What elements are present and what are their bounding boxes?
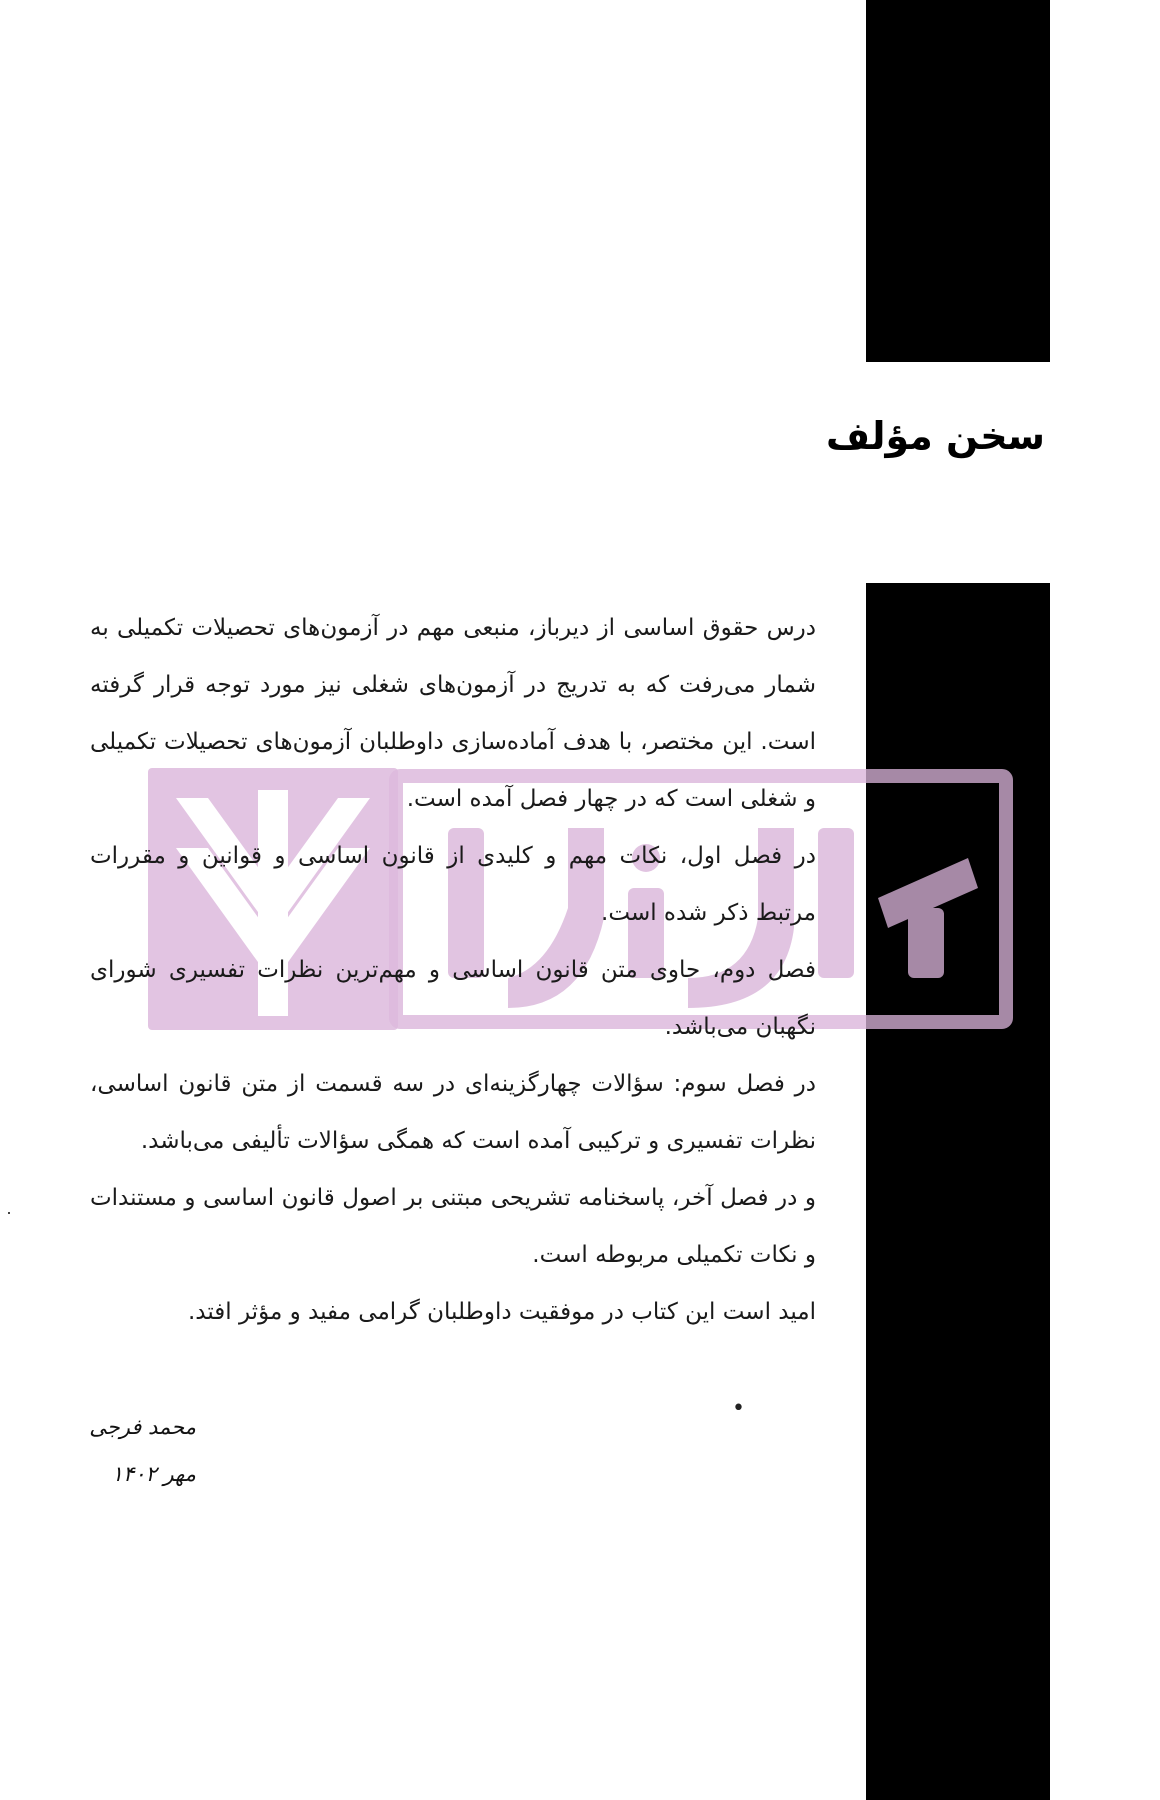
black-margin-bar-bottom <box>866 583 1050 1800</box>
paragraph-chapter-2: فصل دوم، حاوی متن قانون اساسی و مهم‌ترین نظرات تفسیری شورای نگهبان می‌باشد. <box>90 957 816 1040</box>
signature-date: مهر ۱۴۰۲ <box>111 1462 196 1486</box>
paragraph-intro: درس حقوق اساسی از دیرباز، منبعی مهم در آزمون‌های تحصیلات تکمیلی به شمار می‌رفت که به تدریج در آزمون‌های شغلی نیز مورد توجه قرار گرفته است. این مختصر، با هدف آماده‌سازی داوطلبان آزمون‌های تحصیلات تکمیلی و شغلی است که در چهار فصل آمده است. <box>90 615 816 812</box>
scan-speck <box>8 1212 10 1214</box>
paragraph-chapter-1: در فصل اول، نکات مهم و کلیدی از قانون اساسی و قوانین و مقررات مرتبط ذکر شده است. <box>90 843 816 926</box>
stray-mark: • <box>732 1396 745 1421</box>
author-name: محمد فرجی <box>89 1415 196 1439</box>
black-margin-bar-top <box>866 0 1050 362</box>
author-note-body <box>90 600 816 1341</box>
page-title: سخن مؤلف <box>825 414 1045 458</box>
paragraph-closing: امید است این کتاب در موفقیت داوطلبان گرامی مفید و مؤثر افتد. <box>187 1299 816 1325</box>
paragraph-chapter-3: در فصل سوم: سؤالات چهارگزینه‌ای در سه قسمت از متن قانون اساسی، نظرات تفسیری و ترکیبی آمده است که همگی سؤالات تألیفی می‌باشد. <box>90 1071 816 1154</box>
paragraph-chapter-4: و در فصل آخر، پاسخنامه تشریحی مبتنی بر اصول قانون اساسی و مستندات و نکات تکمیلی مربوطه است. <box>90 1185 816 1268</box>
signature-block <box>89 1404 196 1498</box>
